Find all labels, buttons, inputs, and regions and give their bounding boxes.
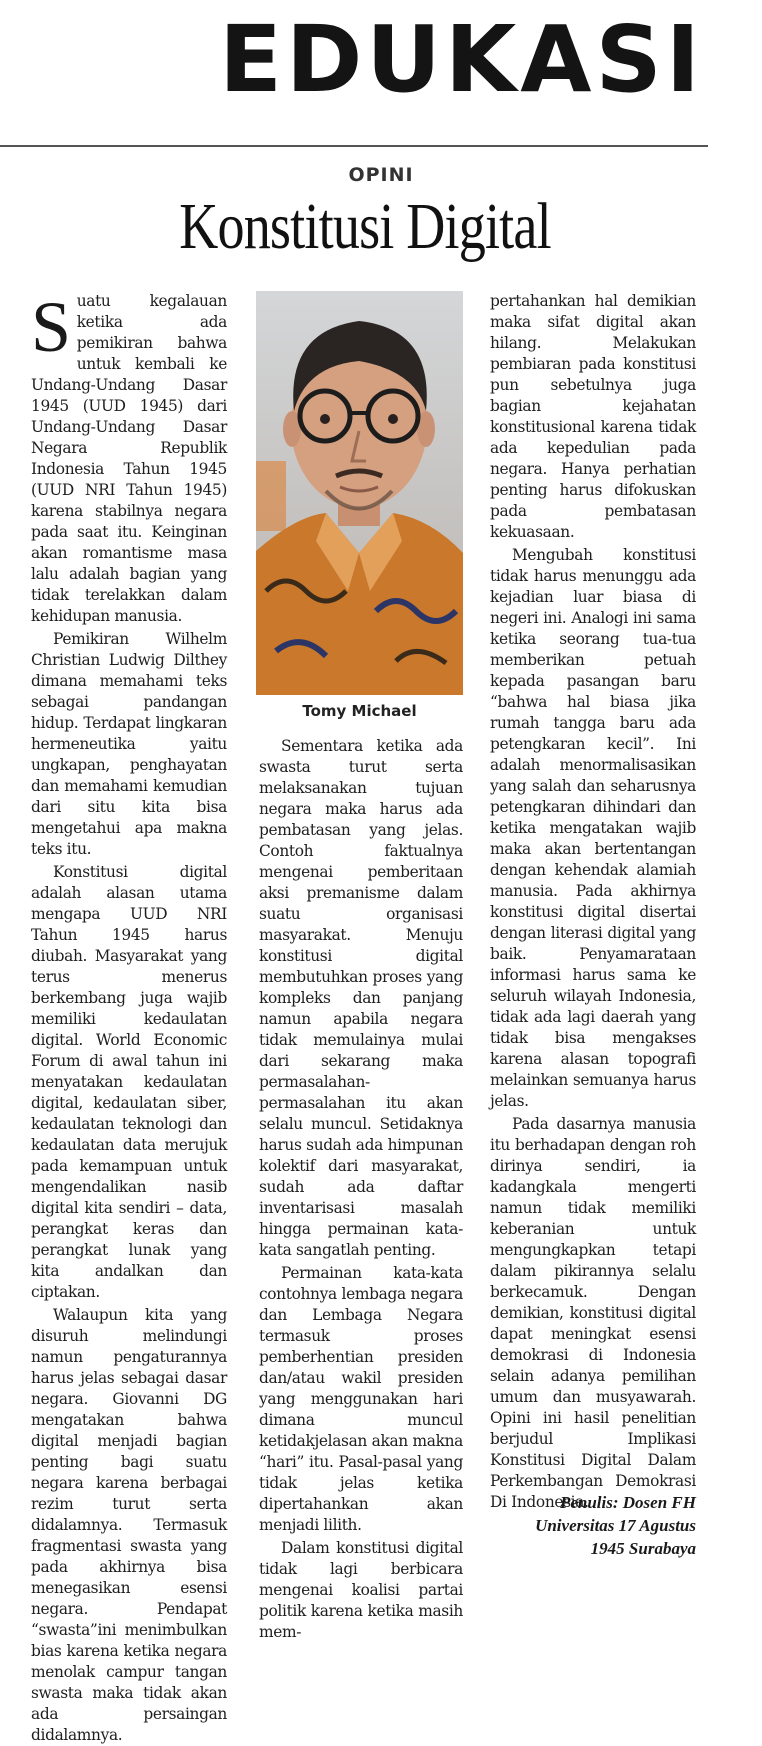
article-column-2 [259, 736, 463, 1641]
article-paragraph: Pada dasarnya manusia itu berhadapan dengan roh dirinya sendiri, ia kadangkala mengerti namun tidak memiliki keberanian untuk mengungkapkan tetapi dalam pikirannya selalu berkecamuk. Dengan demikian, konstitusi digital dapat meningkat esensi demokrasi di Indonesia selain adanya pemilihan umum dan musyawarah. Opini ini hasil penelitian berjudul Implikasi Konstitusi Digital Dalam Perkembangan Demokrasi Di Indonesia. [490, 1115, 696, 1511]
byline-line: Universitas 17 Agustus [535, 1516, 696, 1535]
article-paragraph: Walaupun kita yang disuruh melindungi namun pengaturannya harus jelas sebagai dasar negara. Giovanni DG mengatakan bahwa digital menjadi bagian penting bagi suatu negara karena berbagai rezim turut serta didalamnya. Termasuk fragmentasi swasta yang pada akhirnya bisa menegasikan esensi negara. Pendapat “swasta”ini menimbulkan bias karena ketika negara menolak campur tangan swasta maka tidak akan ada persaingan didalamnya. [31, 1306, 227, 1744]
byline-line: Penulis: Dosen FH [559, 1493, 696, 1512]
byline-line: 1945 Surabaya [590, 1539, 696, 1558]
masthead [0, 0, 762, 150]
drop-cap: S [31, 287, 71, 367]
article-kicker: OPINI [348, 164, 414, 186]
article-paragraph [31, 287, 227, 627]
article-paragraph: pertahankan hal demikian maka sifat digital akan hilang. Melakukan pembiaran pada konstitusi pun sebetulnya juga bagian kejahatan konstitusional karena tidak ada kepedulian pada negara. Hanya perhatian penting harus difokuskan pada pembatasan kekuasaan. [490, 292, 696, 541]
paragraph-text: uatu kegalauan ketika ada pemikiran bahwa untuk kembali ke Undang-Undang Dasar 1945 (UUD 1945) dari Undang-Undang Dasar Negara Republik Indonesia Tahun 1945 (UUD NRI Tahun 1945) karena stabilnya negara pada saat itu. Keinginan akan romantisme masa lalu adalah bagian yang tidak terelakkan dalam kehidupan manusia. [31, 292, 227, 625]
article-column-3 [490, 291, 696, 1586]
article-column-1 [31, 287, 227, 1744]
article-headline: Konstitusi Digital [179, 190, 551, 263]
photo-caption: Tomy Michael [302, 702, 417, 720]
section-title: EDUKASI [219, 6, 704, 113]
author-portrait-image [256, 291, 463, 695]
article-paragraph: Sementara ketika ada swasta turut serta melaksanakan tujuan negara maka harus ada pembatasan yang jelas. Contoh faktualnya mengenai pemberitaan aksi premanisme dalam suatu organisasi masyarakat. Menuju konstitusi digital membutuhkan proses yang kompleks dan panjang namun apabila negara tidak memulainya mulai dari sekarang maka permasalahan-permasalahan itu akan selalu muncul. Setidaknya harus sudah ada himpunan kolektif dari masyarakat, sudah ada daftar inventarisasi masalah hingga permainan kata-kata sangatlah penting. [259, 737, 463, 1259]
article-paragraph: Mengubah konstitusi tidak harus menunggu ada kejadian luar biasa di negeri ini. Analogi ini sama ketika seorang tua-tua memberikan petuah kepada pasangan baru “bahwa hal biasa jika rumah tangga baru ada petengkaran kecil”. Ini adalah menormalisasikan yang salah dan seharusnya petengkaran dihindari dan ketika mengatakan wajib maka akan bertentangan dengan kehendak alamiah manusia. Pada akhirnya konstitusi digital disertai dengan literasi digital yang baik. Penyamarataan informasi harus sama ke seluruh wilayah Indonesia, tidak ada lagi daerah yang tidak bisa mengakses karena alasan topografi melainkan semuanya harus jelas. [490, 546, 696, 1110]
article-paragraph: Pemikiran Wilhelm Christian Ludwig Dilthey dimana memahami teks sebagai pandangan hidup. Terdapat lingkaran hermeneutika yaitu ungkapan, penghayatan dan memahami kemudian dari situ kita bisa mengetahui apa makna teks itu. [31, 630, 227, 858]
article-paragraph: Permainan kata-kata contohnya lembaga negara dan Lembaga Negara termasuk proses pemberhentian presiden dan/atau wakil presiden yang menggunakan hari dimana muncul ketidakjelasan akan makna “hari” itu. Pasal-pasal yang tidak jelas ketika dipertahankan akan menjadi lilith. [259, 1264, 463, 1534]
header-rule [0, 145, 708, 147]
article-paragraph: Konstitusi digital adalah alasan utama mengapa UUD NRI Tahun 1945 harus diubah. Masyarakat yang terus menerus berkembang juga wajib memiliki kedaulatan digital. World Economic Forum di awal tahun ini menyatakan kedaulatan digital, kedaulatan siber, kedaulatan teknologi dan kedaulatan data merujuk pada kemampuan untuk mengendalikan nasib digital kita sendiri – data, perangkat keras dan perangkat lunak yang kita andalkan dan ciptakan. [31, 863, 227, 1301]
author-photo [256, 291, 463, 695]
author-byline [490, 1491, 696, 1560]
article-paragraph: Dalam konstitusi digital tidak lagi berbicara mengenai koalisi partai politik karena ketika masih mem- [259, 1539, 463, 1641]
